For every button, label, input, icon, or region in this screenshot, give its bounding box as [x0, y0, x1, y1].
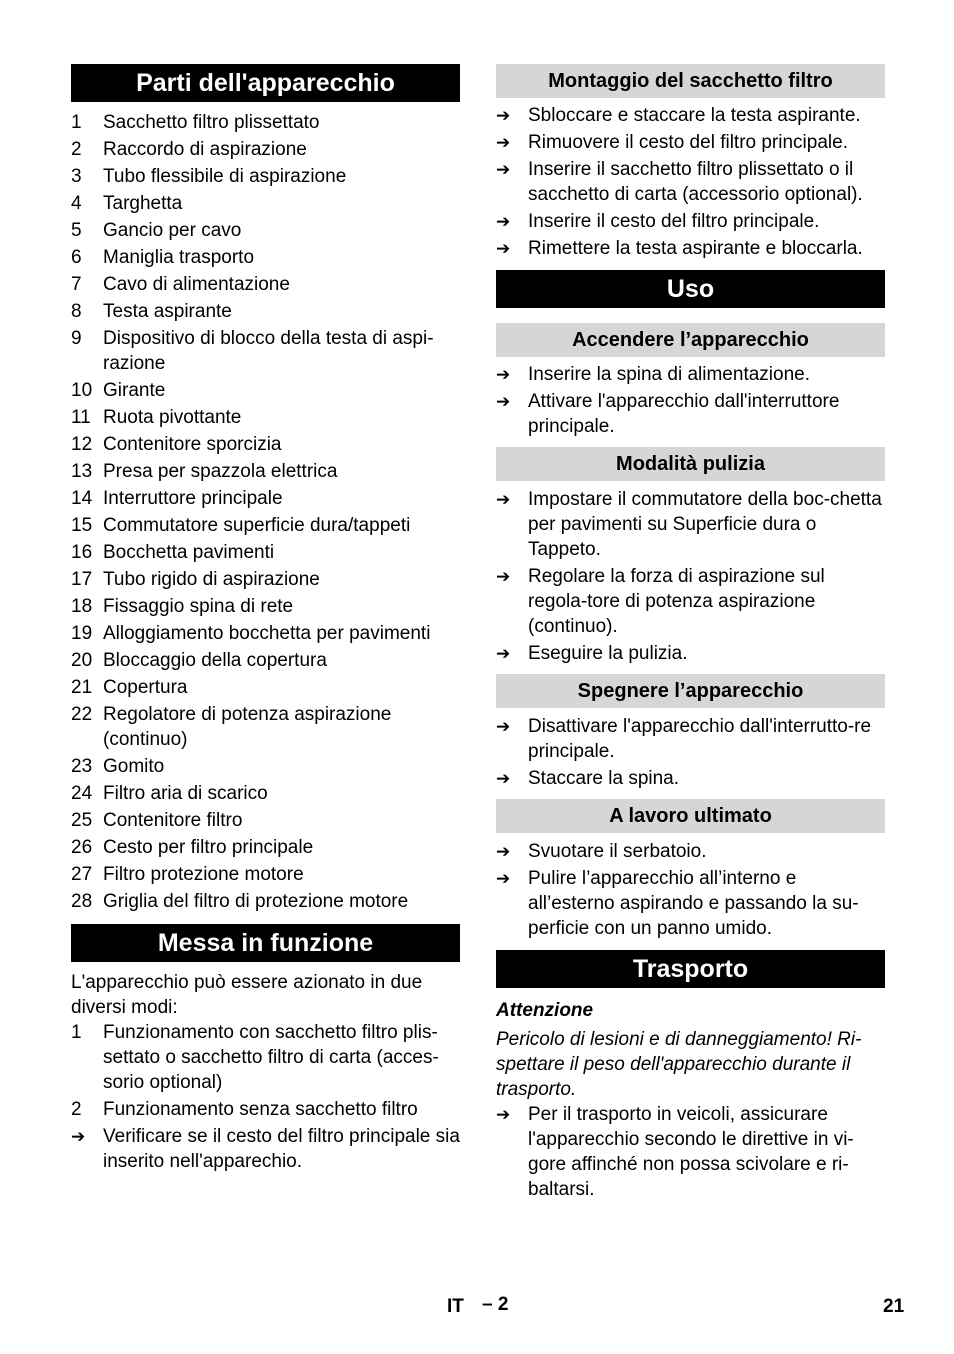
mount-heading: Montaggio del sacchetto filtro	[496, 64, 885, 98]
step-text: Disattivare l'apparecchio dall'interrutto-re principale.	[528, 716, 872, 762]
step-text: Attivare l'apparecchio dall'interruttore principale.	[528, 391, 840, 437]
part-item	[71, 889, 460, 914]
item-text: Funzionamento senza sacchetto filtro	[103, 1099, 418, 1120]
mode-item	[71, 1020, 460, 1095]
item-number: 12	[71, 434, 93, 455]
mount-step	[496, 236, 885, 261]
step-text: Pulire l’apparecchio all’interno e all’esterno aspirando e passando la su-perficie con un panno umido.	[528, 868, 859, 939]
attention-label: Attenzione	[496, 1000, 594, 1021]
item-text: Regolatore di potenza aspirazione (continuo)	[103, 704, 392, 750]
part-item	[71, 299, 460, 324]
part-item	[71, 621, 460, 646]
mount-steps	[496, 103, 885, 261]
item-number: 14	[71, 488, 93, 509]
part-item	[71, 378, 460, 403]
item-number: 27	[71, 864, 93, 885]
item-text: Bloccaggio della copertura	[103, 650, 327, 671]
item-number: 1	[71, 1022, 82, 1043]
part-item	[71, 137, 460, 162]
mode-item	[71, 1097, 460, 1122]
start-intro: L'apparecchio può essere azionato in due diversi modi:	[71, 972, 423, 1018]
start-heading: Messa in funzione	[71, 924, 460, 962]
done-steps	[496, 839, 885, 941]
item-text: Contenitore sporcizia	[103, 434, 282, 455]
done-step	[496, 866, 885, 941]
item-text: Sacchetto filtro plissettato	[103, 112, 320, 133]
part-item	[71, 110, 460, 135]
clean-step	[496, 487, 885, 562]
part-item	[71, 272, 460, 297]
item-text: Targhetta	[103, 193, 183, 214]
item-text: Contenitore filtro	[103, 810, 243, 831]
arrow-icon: ➔	[496, 717, 511, 736]
item-number: 13	[71, 461, 93, 482]
arrow-icon: ➔	[496, 106, 511, 125]
item-number: 4	[71, 193, 82, 214]
item-text: Tubo flessibile di aspirazione	[103, 166, 347, 187]
item-text: Cavo di alimentazione	[103, 274, 290, 295]
item-text: Fissaggio spina di rete	[103, 596, 294, 617]
item-number: 17	[71, 569, 93, 590]
attention-text: Pericolo di lesioni e di danneggiamento! Ri-spettare il peso dell'apparecchio durante il trasporto.	[496, 1029, 862, 1100]
clean-steps	[496, 487, 885, 666]
item-number: 25	[71, 810, 93, 831]
item-number: 23	[71, 756, 93, 777]
part-item	[71, 540, 460, 565]
transport-step	[496, 1102, 885, 1202]
mount-step	[496, 209, 885, 234]
item-number: 21	[71, 677, 93, 698]
item-number: 26	[71, 837, 93, 858]
step-text: Impostare il commutatore della boc-chetta per pavimenti su Superficie dura o Tappeto.	[528, 489, 882, 560]
item-text: Griglia del filtro di protezione motore	[103, 891, 409, 912]
parts-list	[71, 110, 460, 914]
part-item	[71, 486, 460, 511]
right-column	[496, 64, 885, 1204]
off-step	[496, 766, 885, 791]
item-number: 19	[71, 623, 93, 644]
arrow-icon: ➔	[496, 869, 511, 888]
off-heading: Spegnere l’apparecchio	[496, 674, 885, 708]
item-number: 15	[71, 515, 93, 536]
item-number: 7	[71, 274, 82, 295]
footer-language: IT	[447, 1296, 464, 1317]
item-text: Filtro protezione motore	[103, 864, 304, 885]
item-text: Tubo rigido di aspirazione	[103, 569, 320, 590]
item-text: Copertura	[103, 677, 188, 698]
part-item	[71, 702, 460, 752]
item-number: 9	[71, 328, 82, 349]
item-number: 3	[71, 166, 82, 187]
arrow-icon: ➔	[496, 133, 511, 152]
part-item	[71, 675, 460, 700]
item-text: Filtro aria di scarico	[103, 783, 268, 804]
part-item	[71, 781, 460, 806]
done-step	[496, 839, 885, 864]
item-text: Ruota pivottante	[103, 407, 242, 428]
item-text: Girante	[103, 380, 166, 401]
item-text: Funzionamento con sacchetto filtro plis-settato o sacchetto filtro di carta (acces-sorio optional)	[103, 1022, 439, 1093]
arrow-icon: ➔	[496, 212, 511, 231]
item-number: 20	[71, 650, 93, 671]
part-item	[71, 326, 460, 376]
transport-steps	[496, 1102, 885, 1202]
part-item	[71, 567, 460, 592]
arrow-icon: ➔	[496, 567, 511, 586]
done-heading: A lavoro ultimato	[496, 799, 885, 833]
on-heading: Accendere l’apparecchio	[496, 323, 885, 357]
item-text: Raccordo di aspirazione	[103, 139, 307, 160]
transport-heading: Trasporto	[496, 950, 885, 988]
item-text: Presa per spazzola elettrica	[103, 461, 338, 482]
item-text: Gancio per cavo	[103, 220, 242, 241]
step-text: Svuotare il serbatoio.	[528, 841, 707, 862]
arrow-icon: ➔	[496, 769, 511, 788]
mount-step	[496, 103, 885, 128]
step-text: Verificare se il cesto del filtro principale sia inserito nell'apparechio.	[103, 1126, 460, 1172]
step-text: Sbloccare e staccare la testa aspirante.	[528, 105, 861, 126]
item-text: Dispositivo di blocco della testa di aspi-razione	[103, 328, 434, 374]
arrow-icon: ➔	[496, 1105, 511, 1124]
start-check-step	[71, 1124, 460, 1174]
arrow-icon: ➔	[496, 644, 511, 663]
step-text: Regolare la forza di aspirazione sul regola-tore di potenza aspirazione (continuo).	[528, 566, 825, 637]
clean-heading: Modalità pulizia	[496, 447, 885, 481]
item-text: Gomito	[103, 756, 165, 777]
item-number: 22	[71, 704, 93, 725]
arrow-icon: ➔	[496, 490, 511, 509]
item-text: Bocchetta pavimenti	[103, 542, 275, 563]
off-step	[496, 714, 885, 764]
arrow-icon: ➔	[496, 842, 511, 861]
arrow-icon: ➔	[496, 160, 511, 179]
arrow-icon: ➔	[496, 392, 511, 411]
item-text: Cesto per filtro principale	[103, 837, 314, 858]
step-text: Staccare la spina.	[528, 768, 680, 789]
item-text: Testa aspirante	[103, 301, 232, 322]
step-text: Rimuovere il cesto del filtro principale.	[528, 132, 848, 153]
item-number: 10	[71, 380, 93, 401]
step-text: Inserire il cesto del filtro principale.	[528, 211, 820, 232]
item-number: 1	[71, 112, 82, 133]
footer-section: – 2	[482, 1294, 509, 1315]
clean-step	[496, 641, 885, 666]
part-item	[71, 245, 460, 270]
item-number: 5	[71, 220, 82, 241]
use-heading: Uso	[496, 270, 885, 308]
item-number: 8	[71, 301, 82, 322]
item-number: 18	[71, 596, 93, 617]
part-item	[71, 513, 460, 538]
arrow-icon: ➔	[496, 365, 511, 384]
item-number: 28	[71, 891, 93, 912]
part-item	[71, 405, 460, 430]
mount-step	[496, 130, 885, 155]
mount-step	[496, 157, 885, 207]
part-item	[71, 594, 460, 619]
part-item	[71, 459, 460, 484]
item-number: 24	[71, 783, 93, 804]
step-text: Rimettere la testa aspirante e bloccarla.	[528, 238, 863, 259]
arrow-icon: ➔	[496, 239, 511, 258]
on-step	[496, 389, 885, 439]
item-number: 6	[71, 247, 82, 268]
item-number: 11	[71, 407, 91, 428]
start-modes-list	[71, 1020, 460, 1122]
part-item	[71, 164, 460, 189]
part-item	[71, 835, 460, 860]
on-steps	[496, 362, 885, 439]
part-item	[71, 754, 460, 779]
off-steps	[496, 714, 885, 791]
item-text: Commutatore superficie dura/tappeti	[103, 515, 411, 536]
footer-page-number: 21	[883, 1296, 905, 1317]
part-item	[71, 432, 460, 457]
arrow-icon: ➔	[71, 1127, 86, 1146]
part-item	[71, 648, 460, 673]
item-number: 16	[71, 542, 93, 563]
item-text: Maniglia trasporto	[103, 247, 255, 268]
item-number: 2	[71, 139, 82, 160]
part-item	[71, 862, 460, 887]
on-step	[496, 362, 885, 387]
step-text: Inserire il sacchetto filtro plissettato o il sacchetto di carta (accessorio optional).	[528, 159, 863, 205]
parts-heading: Parti dell'apparecchio	[71, 64, 460, 102]
step-text: Inserire la spina di alimentazione.	[528, 364, 810, 385]
item-text: Interruttore principale	[103, 488, 283, 509]
part-item	[71, 218, 460, 243]
step-text: Per il trasporto in veicoli, assicurare l'apparecchio secondo le direttive in vi-gore affinché non possa scivolare e ri-baltarsi.	[528, 1104, 854, 1200]
clean-step	[496, 564, 885, 639]
part-item	[71, 808, 460, 833]
left-column	[71, 64, 460, 1174]
step-text: Eseguire la pulizia.	[528, 643, 688, 664]
part-item	[71, 191, 460, 216]
item-text: Alloggiamento bocchetta per pavimenti	[103, 623, 431, 644]
item-number: 2	[71, 1099, 82, 1120]
